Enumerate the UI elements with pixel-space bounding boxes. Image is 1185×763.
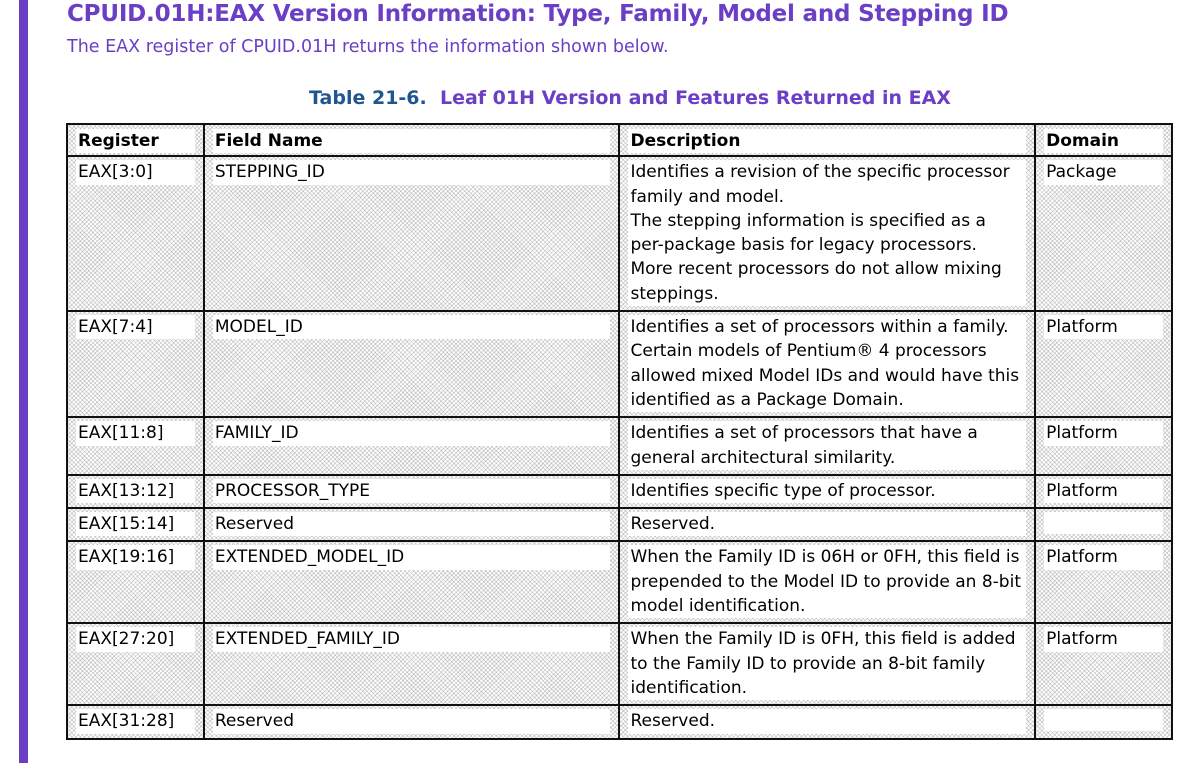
description-cell — [619, 705, 1035, 738]
table-row — [67, 705, 1172, 738]
table-row — [67, 311, 1172, 417]
domain-cell: Package — [1035, 156, 1172, 311]
domain-cell: Platform — [1035, 417, 1172, 475]
description-paragraph: When the Family ID is 0FH, this field is added to the Family ID to provide an 8-bit family identification. — [630, 629, 1016, 698]
description-cell — [619, 541, 1035, 623]
header-register: Register — [67, 124, 204, 156]
field-name-cell: EXTENDED_FAMILY_ID — [204, 623, 620, 705]
description-cell — [619, 623, 1035, 705]
description-paragraph: Identifies a set of processors within a family. Certain models of Pentium® 4 processors allowed mixed Model IDs and would have this identified as a Package Domain. — [630, 317, 1020, 410]
description-paragraph: Reserved. — [630, 514, 716, 535]
description-paragraph: Reserved. — [630, 711, 716, 732]
field-name-cell: EXTENDED_MODEL_ID — [204, 541, 620, 623]
field-name-cell: STEPPING_ID — [204, 156, 620, 311]
table-caption-title: Leaf 01H Version and Features Returned in EAX — [439, 87, 951, 109]
description-cell — [619, 311, 1035, 417]
header-domain: Domain — [1035, 124, 1172, 156]
domain-cell: Platform — [1035, 541, 1172, 623]
table-row — [67, 623, 1172, 705]
domain-cell — [1035, 508, 1172, 541]
header-field-name: Field Name — [204, 124, 620, 156]
table-row — [67, 417, 1172, 475]
domain-cell: Platform — [1035, 623, 1172, 705]
field-name-cell: MODEL_ID — [204, 311, 620, 417]
field-name-cell: Reserved — [204, 508, 620, 541]
description-paragraph: Identifies a revision of the specific processor family and model. — [630, 162, 1010, 207]
description-cell — [619, 475, 1035, 508]
field-name-cell: PROCESSOR_TYPE — [204, 475, 620, 508]
register-cell: EAX[27:20] — [67, 623, 204, 705]
description-cell — [619, 508, 1035, 541]
register-table — [66, 123, 1173, 740]
register-cell: EAX[13:12] — [67, 475, 204, 508]
header-description: Description — [619, 124, 1035, 156]
domain-cell: Platform — [1035, 311, 1172, 417]
table-row — [67, 475, 1172, 508]
register-cell: EAX[11:8] — [67, 417, 204, 475]
description-cell — [619, 417, 1035, 475]
description-paragraph: When the Family ID is 06H or 0FH, this field is prepended to the Model ID to provide an 8-bit model identification. — [630, 547, 1021, 617]
register-cell: EAX[31:28] — [67, 705, 204, 738]
table-caption-number: Table 21-6. — [309, 87, 427, 109]
left-margin-bar — [19, 0, 28, 763]
domain-cell — [1035, 705, 1172, 738]
description-paragraph: Identifies specific type of processor. — [630, 480, 936, 501]
description-paragraph: The stepping information is specified as a per-package basis for legacy processors. More recent processors do not allow mixing steppings. — [630, 210, 1002, 304]
register-cell: EAX[7:4] — [67, 311, 204, 417]
section-intro: The EAX register of CPUID.01H returns the information shown below. — [67, 37, 669, 57]
section-heading: CPUID.01H:EAX Version Information: Type, Family, Model and Stepping ID — [67, 1, 1009, 27]
table-caption — [0, 87, 1185, 109]
table-body — [67, 156, 1172, 738]
field-name-cell: FAMILY_ID — [204, 417, 620, 475]
register-cell: EAX[15:14] — [67, 508, 204, 541]
description-paragraph: Identifies a set of processors that have a general architectural similarity. — [630, 423, 978, 468]
register-cell: EAX[3:0] — [67, 156, 204, 311]
table-header-row — [67, 124, 1172, 156]
field-name-cell: Reserved — [204, 705, 620, 738]
table-row — [67, 156, 1172, 311]
table-row — [67, 541, 1172, 623]
description-cell — [619, 156, 1035, 311]
register-cell: EAX[19:16] — [67, 541, 204, 623]
domain-cell: Platform — [1035, 475, 1172, 508]
table-row — [67, 508, 1172, 541]
